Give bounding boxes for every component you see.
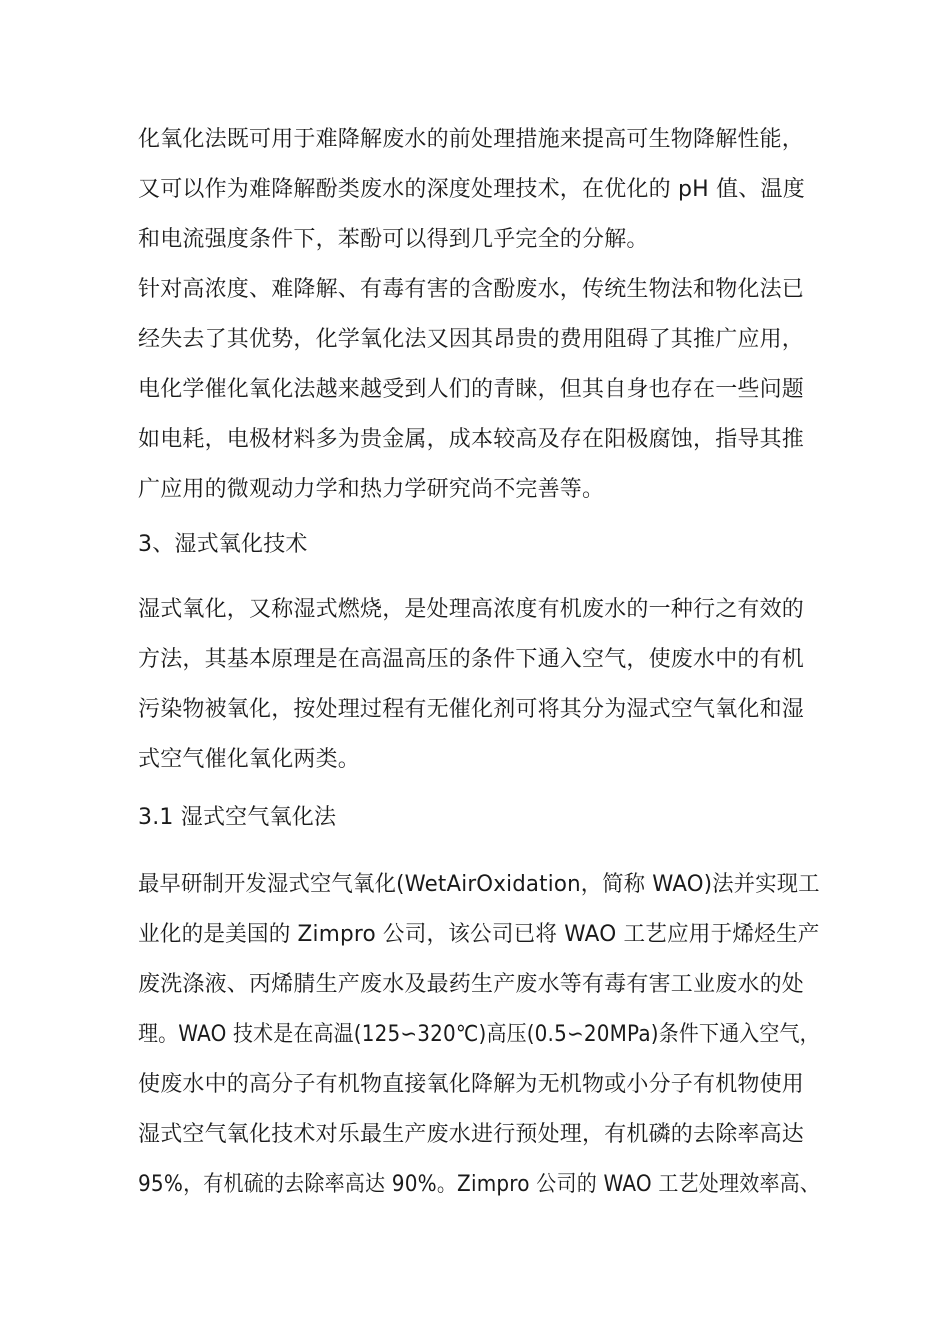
paragraph-2-line-1: 针对高浓度、难降解、有毒有害的含酚废水，传统生物法和物化法已	[138, 277, 805, 302]
paragraph-1-line-2: 又可以作为难降解酚类废水的深度处理技术，在优化的 pH 值、温度	[138, 177, 805, 202]
section-heading-3: 3、湿式氧化技术	[138, 532, 308, 557]
paragraph-2-line-5: 广应用的微观动力学和热力学研究尚不完善等。	[138, 477, 605, 502]
paragraph-1-line-1: 化氧化法既可用于难降解废水的前处理措施来提高可生物降解性能，	[138, 127, 805, 152]
paragraph-4-line-1: 最早研制开发湿式空气氧化(WetAirOxidation，简称 WAO)法并实现工	[138, 872, 820, 897]
paragraph-1-line-3: 和电流强度条件下，苯酚可以得到几乎完全的分解。	[138, 227, 649, 252]
paragraph-4-line-4: 理。WAO 技术是在高温(125∽320℃)高压(0.5∽20MPa)条件下通入空气，	[138, 1022, 820, 1047]
section-heading-3-1: 3.1 湿式空气氧化法	[138, 805, 337, 830]
paragraph-3-line-4: 式空气催化氧化两类。	[138, 747, 361, 772]
paragraph-2-line-4: 如电耗，电极材料多为贵金属，成本较高及存在阳极腐蚀，指导其推	[138, 427, 805, 452]
paragraph-3-line-2: 方法，其基本原理是在高温高压的条件下通入空气，使废水中的有机	[138, 647, 805, 672]
paragraph-2-line-3: 电化学催化氧化法越来越受到人们的青睐，但其自身也存在一些问题	[138, 377, 805, 402]
paragraph-3-line-1: 湿式氧化，又称湿式燃烧，是处理高浓度有机废水的一种行之有效的	[138, 597, 805, 622]
paragraph-3-line-3: 污染物被氧化，按处理过程有无催化剂可将其分为湿式空气氧化和湿	[138, 697, 805, 722]
paragraph-4-line-7: 95%，有机硫的去除率高达 90%。Zimpro 公司的 WAO 工艺处理效率高、	[138, 1172, 821, 1197]
paragraph-4-line-3: 废洗涤液、丙烯腈生产废水及最药生产废水等有毒有害工业废水的处	[138, 972, 805, 997]
paragraph-4-line-2: 业化的是美国的 Zimpro 公司，该公司已将 WAO 工艺应用于烯烃生产	[138, 922, 820, 947]
paragraph-4-line-5: 使废水中的高分子有机物直接氧化降解为无机物或小分子有机物使用	[138, 1072, 805, 1097]
paragraph-4-line-6: 湿式空气氧化技术对乐最生产废水进行预处理，有机磷的去除率高达	[138, 1122, 805, 1147]
paragraph-2-line-2: 经失去了其优势，化学氧化法又因其昂贵的费用阻碍了其推广应用，	[138, 327, 805, 352]
